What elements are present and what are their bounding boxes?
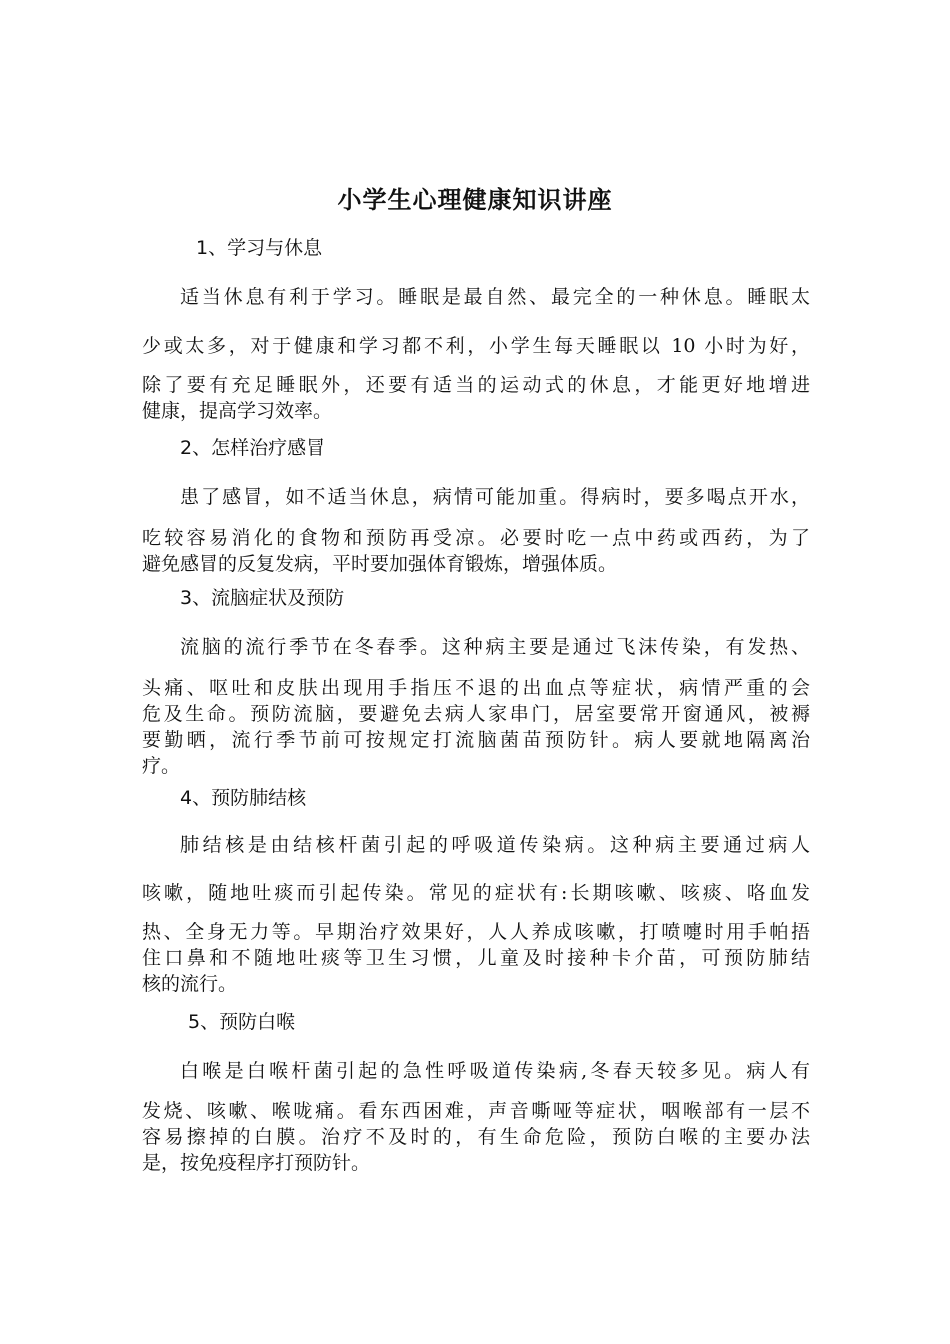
section-heading-3: 3、流脑症状及预防	[180, 587, 345, 609]
paragraph-line: 流脑的流行季节在冬春季。这种病主要是通过飞沫传染，有发热、	[180, 636, 810, 658]
paragraph-line: 避免感冒的反复发病，平时要加强体育锻炼，增强体质。	[142, 553, 618, 575]
paragraph-line: 容易擦掉的白膜。治疗不及时的，有生命危险，预防白喉的主要办法	[142, 1126, 810, 1148]
section-heading-2: 2、怎样治疗感冒	[180, 437, 326, 459]
paragraph-line: 除了要有充足睡眠外，还要有适当的运动式的休息，才能更好地增进	[142, 374, 810, 396]
section-heading-5: 5、预防白喉	[188, 1011, 296, 1033]
section-paragraph-2	[142, 484, 810, 577]
paragraph-line: 少或太多，对于健康和学习都不利，小学生每天睡眠以 10 小时为好，	[142, 335, 810, 357]
paragraph-line: 健康，提高学习效率。	[142, 400, 333, 422]
paragraph-line: 是，按免疫程序打预防针。	[142, 1152, 371, 1174]
paragraph-line: 发烧、咳嗽、喉咙痛。看东西困难，声音嘶哑等症状，咽喉部有一层不	[142, 1100, 810, 1122]
section-heading-4: 4、预防肺结核	[180, 787, 307, 809]
paragraph-line: 吃较容易消化的食物和预防再受凉。必要时吃一点中药或西药，为了	[142, 527, 810, 549]
page-title: 小学生心理健康知识讲座	[337, 185, 613, 214]
section-heading-1: 1、学习与休息	[196, 237, 323, 259]
paragraph-line: 肺结核是由结核杆菌引起的呼吸道传染病。这种病主要通过病人	[180, 834, 810, 856]
section-paragraph-3	[142, 634, 810, 779]
paragraph-line: 热、全身无力等。早期治疗效果好，人人养成咳嗽，打喷嚏时用手帕捂	[142, 921, 810, 943]
paragraph-line: 咳嗽，随地吐痰而引起传染。常见的症状有:长期咳嗽、咳痰、咯血发	[142, 882, 810, 904]
paragraph-line: 危及生命。预防流脑，要避免去病人家串门，居室要常开窗通风，被褥	[142, 703, 810, 725]
paragraph-line: 头痛、呕吐和皮肤出现用手指压不退的出血点等症状，病情严重的会	[142, 677, 810, 699]
section-paragraph-5	[142, 1058, 810, 1176]
paragraph-line: 住口鼻和不随地吐痰等卫生习惯，儿童及时接种卡介苗，可预防肺结	[142, 947, 810, 969]
paragraph-line: 核的流行。	[142, 973, 238, 995]
paragraph-line: 白喉是白喉杆菌引起的急性呼吸道传染病,冬春天较多见。病人有	[180, 1060, 810, 1082]
paragraph-line: 疗。	[142, 755, 181, 777]
paragraph-line: 患了感冒，如不适当休息，病情可能加重。得病时，要多喝点开水，	[180, 486, 810, 508]
section-paragraph-4	[142, 832, 810, 997]
paragraph-line: 要勤晒，流行季节前可按规定打流脑菌苗预防针。病人要就地隔离治	[142, 729, 810, 751]
paragraph-line: 适当休息有利于学习。睡眠是最自然、最完全的一种休息。睡眠太	[180, 286, 810, 308]
section-paragraph-1	[142, 284, 810, 424]
